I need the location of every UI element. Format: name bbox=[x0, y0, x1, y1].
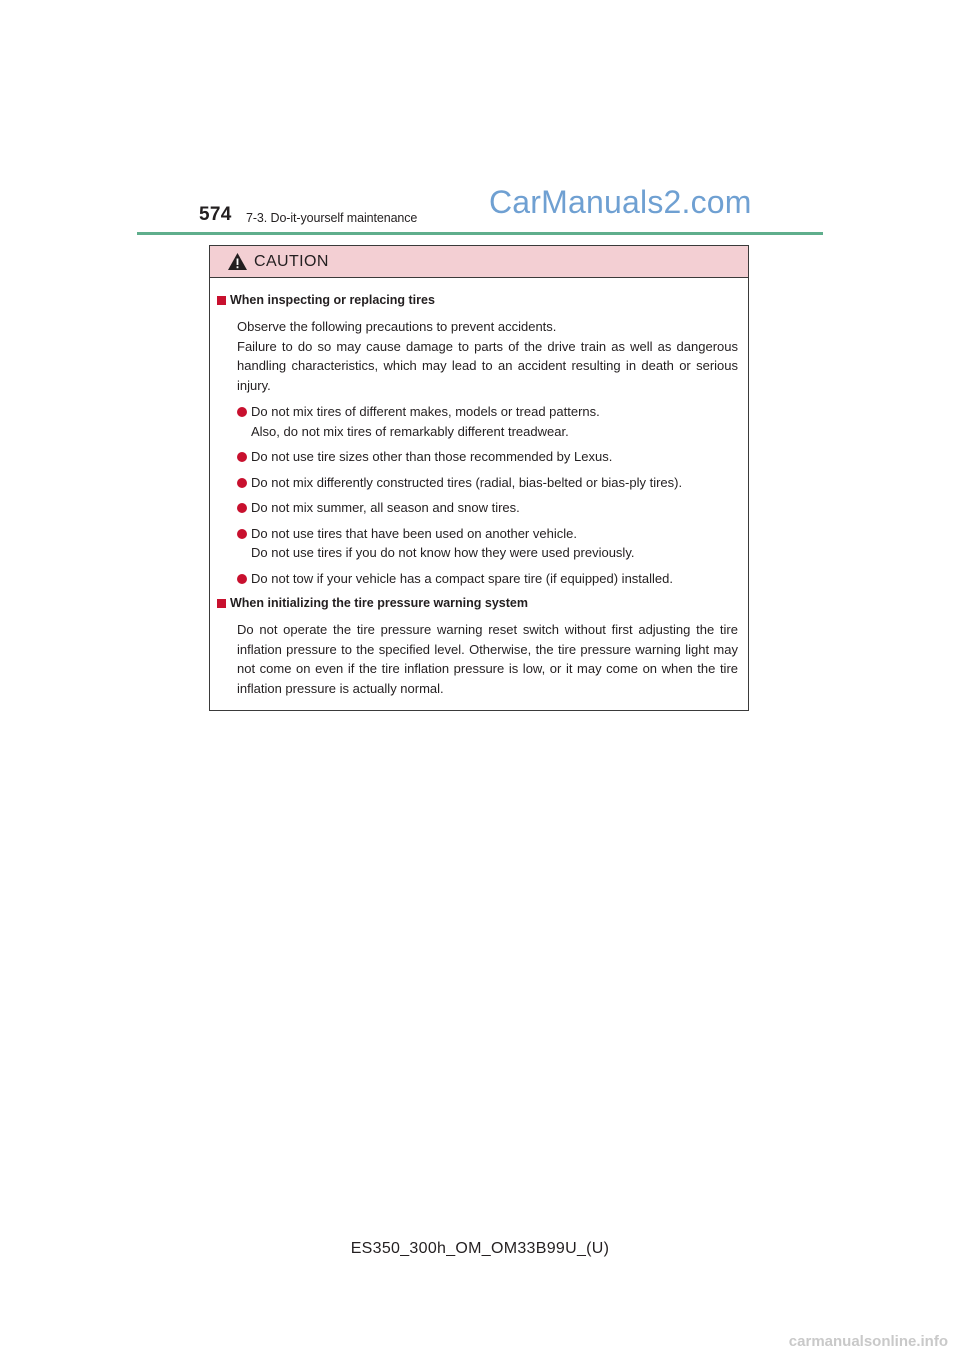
bullet-line: Do not mix tires of different makes, models or tread patterns. bbox=[251, 404, 600, 419]
warning-triangle-icon bbox=[227, 252, 248, 271]
section-heading bbox=[217, 594, 738, 612]
bullet-text bbox=[251, 524, 634, 563]
watermark-bottom: carmanualsonline.info bbox=[788, 1333, 948, 1350]
round-bullet-icon bbox=[237, 503, 247, 513]
bullet-text bbox=[251, 569, 673, 589]
bullet-item bbox=[237, 473, 738, 493]
section-title: 7-3. Do-it-yourself maintenance bbox=[246, 211, 418, 225]
page-number: 574 bbox=[199, 204, 232, 225]
bullet-line: Do not use tire sizes other than those recommended by Lexus. bbox=[251, 449, 613, 464]
bullet-item bbox=[237, 447, 738, 467]
caution-section-tires bbox=[217, 291, 738, 588]
section-heading-text: When initializing the tire pressure warning system bbox=[230, 596, 528, 610]
square-bullet-icon bbox=[217, 296, 226, 305]
bullet-item bbox=[237, 524, 738, 563]
header-rule bbox=[137, 232, 823, 235]
round-bullet-icon bbox=[237, 478, 247, 488]
caution-body bbox=[210, 278, 748, 698]
bullet-line: Also, do not mix tires of remarkably different treadwear. bbox=[251, 423, 569, 439]
section-heading bbox=[217, 291, 738, 309]
square-bullet-icon bbox=[217, 599, 226, 608]
caution-box bbox=[209, 245, 749, 711]
intro-paragraph: Observe the following precautions to prevent accidents. bbox=[237, 319, 557, 334]
bullet-item bbox=[237, 402, 738, 441]
bullet-text bbox=[251, 498, 520, 518]
intro-paragraph: Failure to do so may cause damage to parts of the drive train as well as dangerous handling characteristics, which may lead to an accident resulting in death or serious injury. bbox=[237, 338, 738, 393]
caution-section-tpws bbox=[217, 594, 738, 698]
round-bullet-icon bbox=[237, 407, 247, 417]
round-bullet-icon bbox=[237, 452, 247, 462]
bullet-line: Do not use tires if you do not know how they were used previously. bbox=[251, 545, 635, 560]
round-bullet-icon bbox=[237, 574, 247, 584]
bullet-text bbox=[251, 402, 600, 441]
bullet-line: Do not use tires that have been used on another vehicle. bbox=[251, 525, 577, 541]
caution-header bbox=[210, 246, 748, 278]
bullet-item bbox=[237, 498, 738, 518]
bullet-line: Do not tow if your vehicle has a compact spare tire (if equipped) installed. bbox=[251, 570, 673, 586]
bullet-line: Do not mix differently constructed tires (radial, bias-belted or bias-ply tires). bbox=[251, 474, 683, 490]
watermark-top: CarManuals2.com bbox=[489, 184, 752, 220]
section-heading-text: When inspecting or replacing tires bbox=[230, 293, 435, 307]
caution-title: CAUTION bbox=[254, 252, 329, 270]
round-bullet-icon bbox=[237, 529, 247, 539]
bullet-text bbox=[251, 473, 682, 493]
bullet-item bbox=[237, 569, 738, 589]
footer-code: ES350_300h_OM_OM33B99U_(U) bbox=[350, 1240, 610, 1257]
bullet-text bbox=[251, 447, 612, 467]
intro-paragraph: Do not operate the tire pressure warning reset switch without first adjusting the tire inflation pressure to the specified level. Otherwise, the tire pressure warning light may not come on even if the tire inflation pressure is low, or it may come on when the tire inflation pressure is actually normal. bbox=[237, 622, 738, 696]
bullet-line: Do not mix summer, all season and snow tires. bbox=[251, 500, 520, 515]
